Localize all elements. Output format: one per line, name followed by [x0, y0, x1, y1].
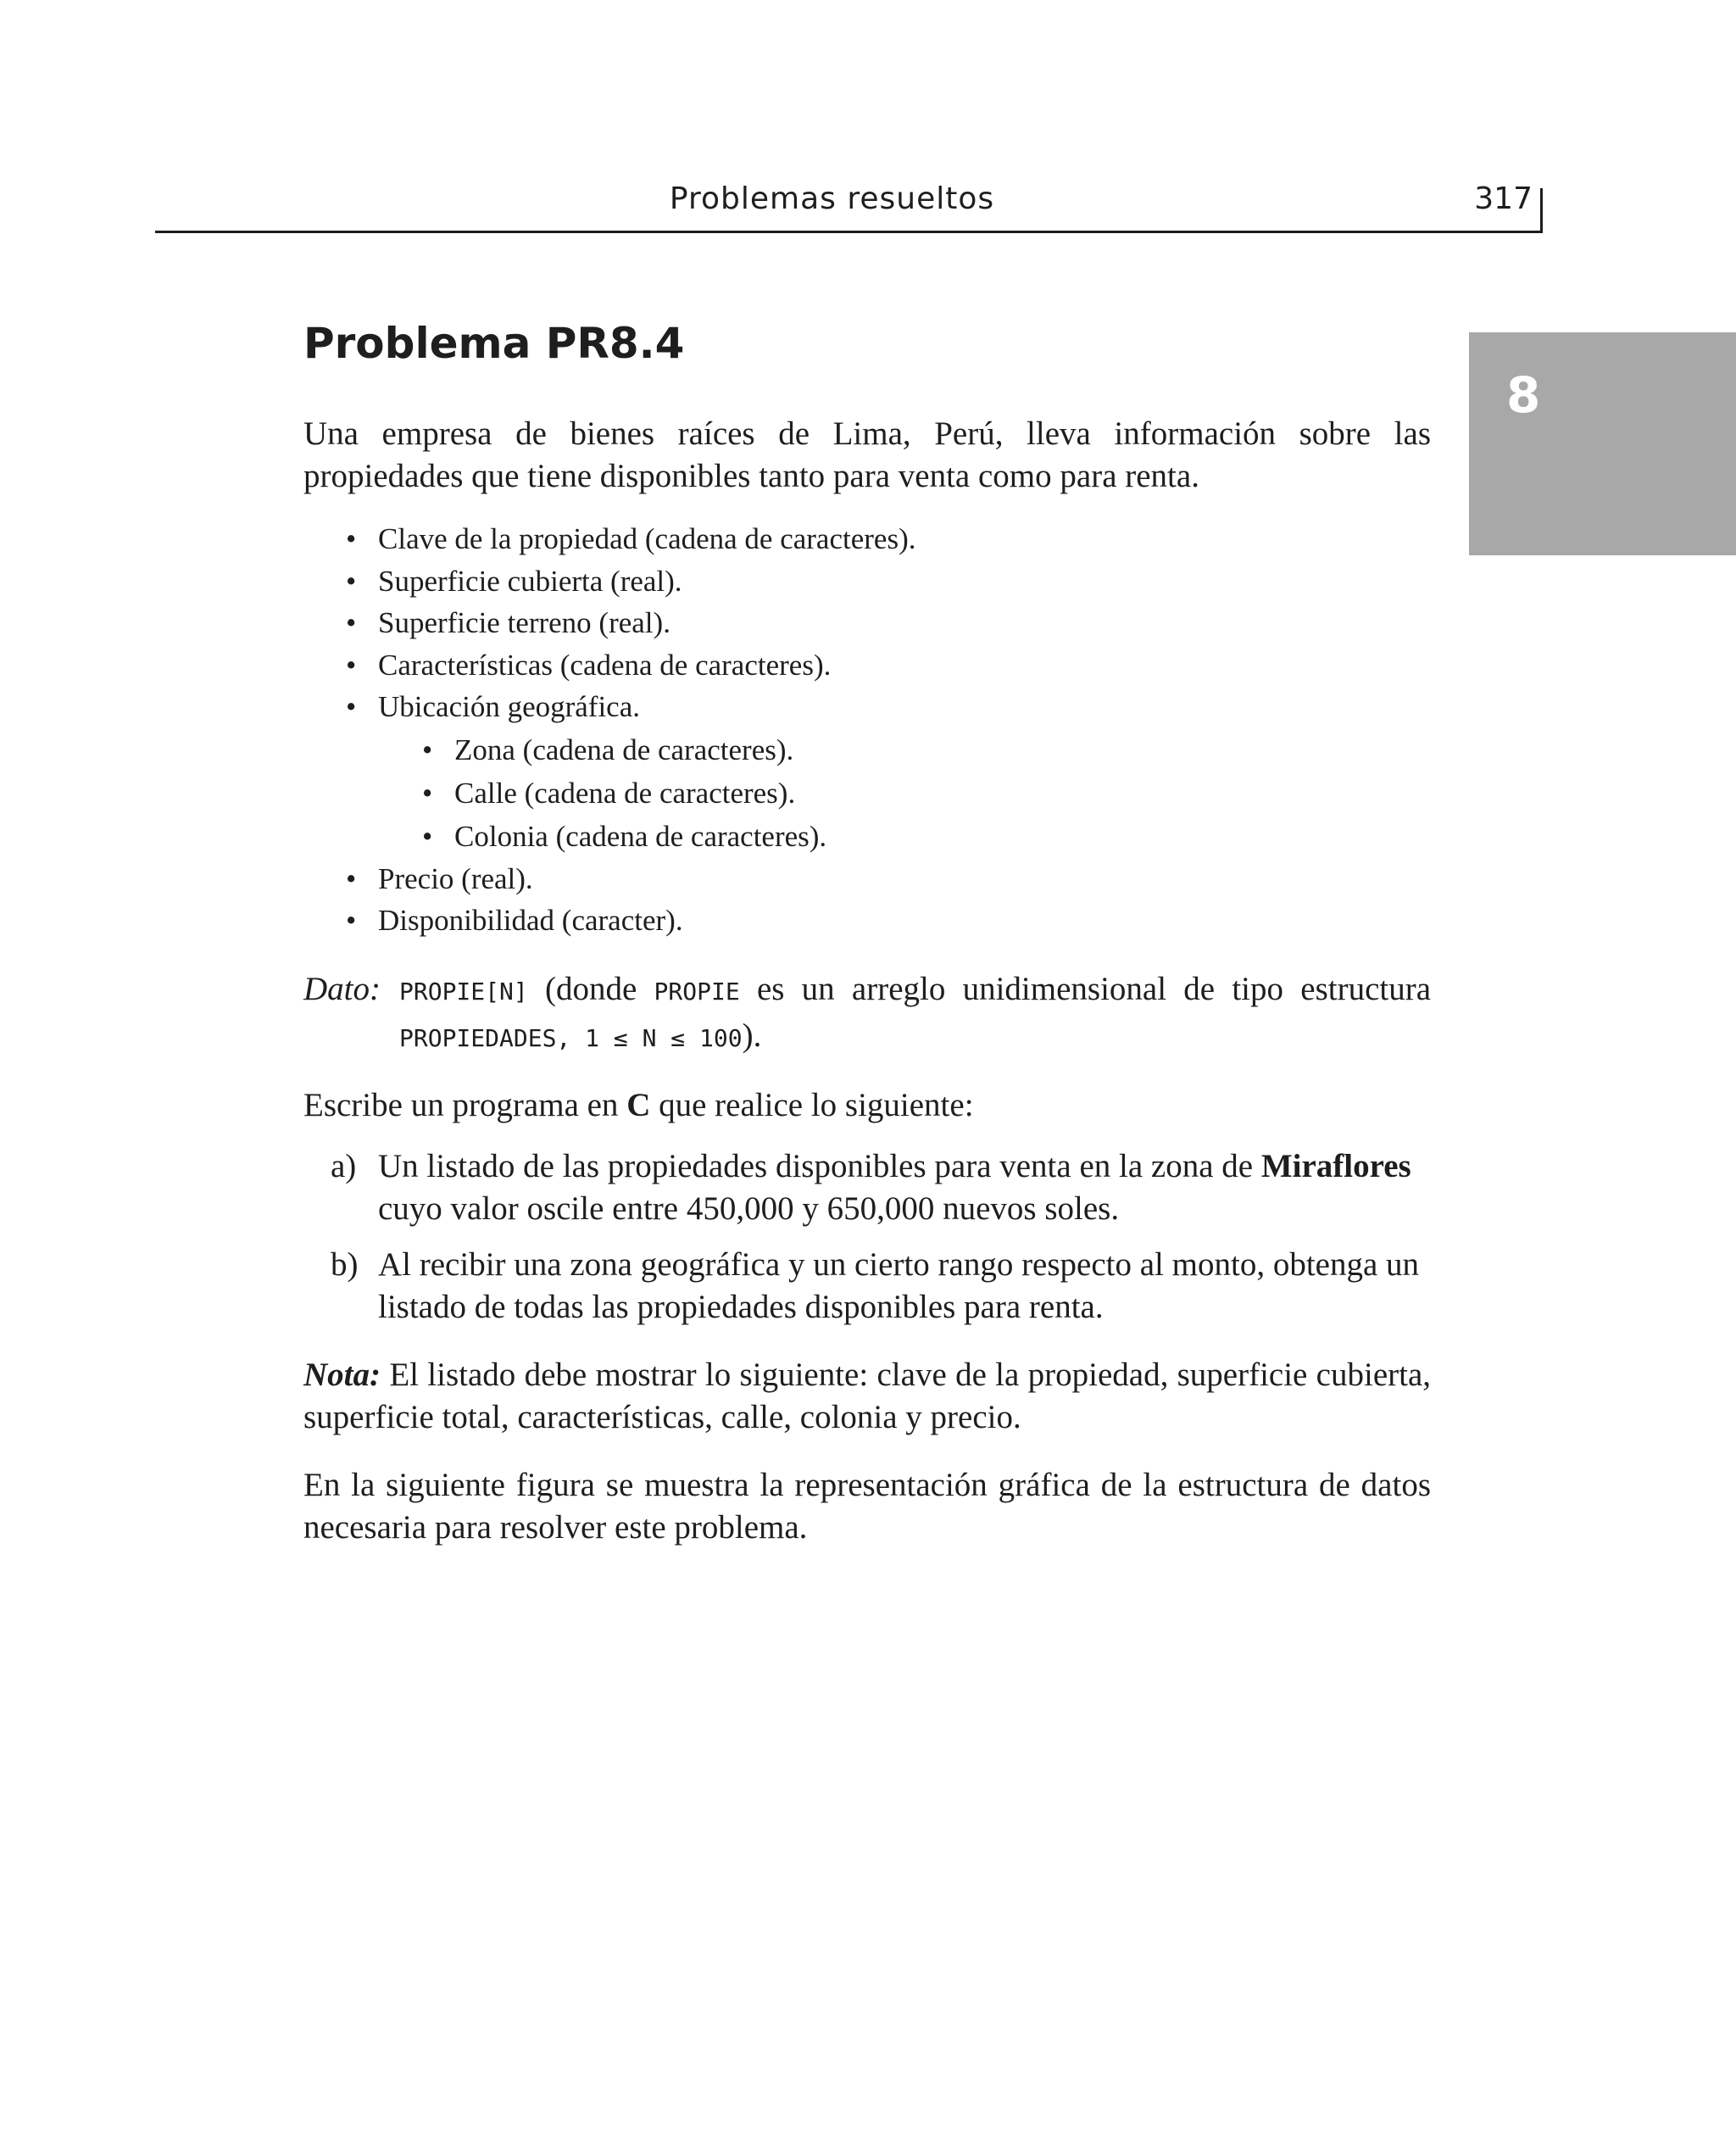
closing-paragraph: En la siguiente figura se muestra la representación gráfica de la estructura de datos necesaria para resolver este problema. — [303, 1466, 1431, 1546]
code-type: PROPIEDADES, 1 ≤ N ≤ 100 — [399, 1023, 743, 1052]
sub-list-item: • Colonia (cadena de caracteres). — [422, 815, 1431, 858]
program-intro-before: Escribe un programa en — [303, 1086, 619, 1123]
task-marker: b) — [331, 1245, 359, 1283]
list-item: • Disponibilidad (caracter). — [346, 900, 1431, 942]
list-item: • Características (cadena de caracteres). — [346, 644, 1431, 687]
dato-text-2: es un arreglo unidimensional de tipo estructura — [756, 970, 1432, 1007]
location-subfield-list — [378, 728, 1431, 858]
task-bold-text: Miraflores — [1260, 1147, 1411, 1184]
chapter-number: 8 — [1506, 366, 1541, 424]
list-item: • Clave de la propiedad (cadena de caracteres). — [346, 518, 1431, 560]
program-intro-after: que realice lo siguiente: — [659, 1086, 974, 1123]
program-language: C — [626, 1086, 651, 1123]
running-title: Problemas resueltos — [669, 181, 995, 216]
list-item: • Superficie terreno (real). — [346, 602, 1431, 644]
task-list — [303, 1145, 1431, 1329]
list-item: • Precio (real). — [346, 858, 1431, 900]
sub-list-item: • Calle (cadena de caracteres). — [422, 772, 1431, 815]
page-number: 317 — [1474, 181, 1533, 216]
chapter-thumb-tab — [1469, 332, 1736, 555]
dato-block — [303, 967, 1431, 1061]
task-text: Al recibir una zona geográfica y un cierto rango respecto al monto, obtenga un listado de todas las propiedades disponibles para renta. — [378, 1245, 1420, 1325]
task-text: Un listado de las propiedades disponibles para venta en la zona de — [378, 1147, 1254, 1184]
task-item-b — [303, 1244, 1431, 1329]
program-intro — [303, 1084, 1431, 1127]
list-item: • Superficie cubierta (real). — [346, 560, 1431, 603]
code-array: PROPIE[N] — [399, 977, 528, 1006]
task-marker: a) — [331, 1147, 357, 1184]
dato-text-3: ). — [742, 1017, 762, 1054]
running-header — [155, 166, 1543, 233]
nota-paragraph — [303, 1354, 1431, 1439]
task-item-a — [303, 1145, 1431, 1230]
sub-list-item: • Zona (cadena de caracteres). — [422, 728, 1431, 772]
list-item-location — [346, 686, 1431, 858]
field-list — [303, 518, 1431, 942]
page-number-rule — [1540, 188, 1543, 233]
dato-text-1: (donde — [544, 970, 637, 1007]
nota-text: El listado debe mostrar lo siguiente: clave de la propiedad, superficie cubierta, superficie total, características, calle, colonia y precio. — [303, 1356, 1432, 1435]
problem-title: Problema PR8.4 — [303, 319, 685, 368]
task-text: cuyo valor oscile entre 450,000 y 650,000 nuevos soles. — [378, 1189, 1120, 1227]
code-name: PROPIE — [654, 977, 740, 1006]
dato-label: Dato: — [303, 970, 381, 1007]
page-content — [303, 318, 1431, 1549]
intro-paragraph: Una empresa de bienes raíces de Lima, Perú, lleva información sobre las propiedades que tiene disponibles tanto para venta como para renta. — [303, 415, 1431, 494]
nota-label: Nota: — [303, 1356, 381, 1393]
location-label: Ubicación geográfica. — [378, 690, 641, 723]
